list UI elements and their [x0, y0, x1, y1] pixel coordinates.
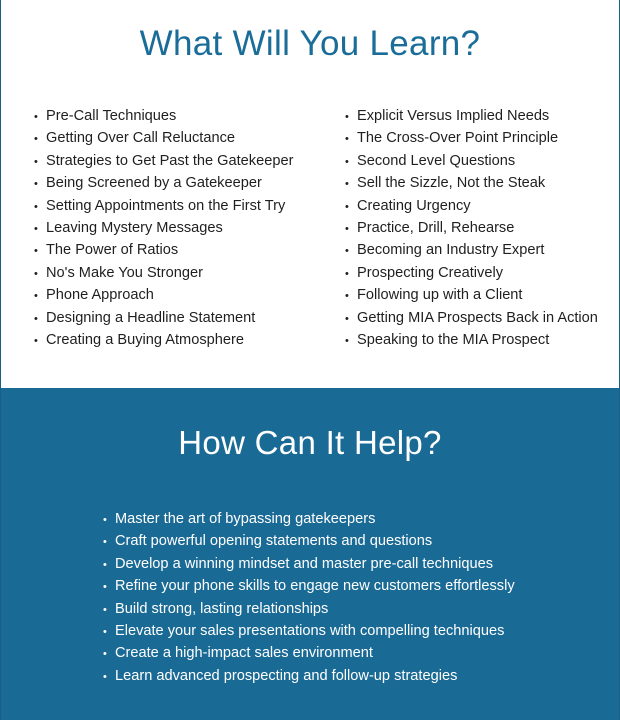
bullet-icon: •	[34, 155, 38, 168]
bullet-icon: •	[103, 514, 107, 526]
bullet-icon: •	[345, 312, 349, 325]
learn-list-right	[345, 106, 598, 352]
learn-item-label: Explicit Versus Implied Needs	[357, 108, 550, 124]
learn-item-label: Setting Appointments on the First Try	[46, 197, 286, 214]
bullet-icon: •	[345, 133, 349, 146]
help-item	[103, 531, 515, 553]
learn-item	[34, 173, 293, 195]
bullet-icon: •	[345, 111, 349, 123]
learn-item	[345, 330, 598, 352]
learn-item-label: Sell the Sizzle, Not the Steak	[357, 175, 546, 192]
bullet-icon: •	[103, 581, 107, 594]
learn-item	[34, 128, 293, 150]
bullet-icon: •	[345, 155, 349, 168]
learn-item-label: The Power of Ratios	[46, 242, 179, 259]
bullet-icon: •	[103, 626, 107, 639]
learn-item	[34, 330, 293, 352]
bullet-icon: •	[34, 312, 38, 325]
learn-item	[34, 240, 293, 262]
help-item	[103, 576, 515, 598]
bullet-icon: •	[345, 245, 349, 258]
learn-item	[34, 263, 293, 285]
bullet-icon: •	[345, 223, 349, 236]
bullet-icon: •	[103, 558, 107, 571]
learn-item	[345, 240, 598, 262]
bullet-icon: •	[103, 536, 107, 549]
learn-item-label: Second Level Questions	[357, 152, 516, 169]
learn-item-label: Creating Urgency	[357, 197, 471, 214]
learn-item-label: Following up with a Client	[357, 287, 523, 304]
learn-item	[345, 128, 598, 150]
learn-item-label: Speaking to the MIA Prospect	[357, 332, 550, 349]
learn-item	[345, 218, 598, 240]
bullet-icon: •	[34, 245, 38, 258]
bullet-icon: •	[34, 223, 38, 236]
bullet-icon: •	[34, 111, 38, 123]
learn-item-label: Being Screened by a Gatekeeper	[46, 175, 262, 192]
bullet-icon: •	[34, 200, 38, 213]
learn-item-label: Designing a Headline Statement	[46, 309, 256, 326]
bullet-icon: •	[34, 335, 38, 348]
bullet-icon: •	[34, 267, 38, 280]
learn-item	[345, 196, 598, 218]
help-item-label: Develop a winning mindset and master pre-call techniques	[115, 555, 494, 572]
help-item	[103, 509, 515, 531]
help-item	[103, 554, 515, 576]
bullet-icon: •	[345, 200, 349, 213]
learn-item	[34, 218, 293, 240]
help-item	[103, 599, 515, 621]
bullet-icon: •	[34, 178, 38, 191]
learn-item-label: Prospecting Creatively	[357, 264, 504, 281]
help-list	[103, 509, 515, 688]
learn-item-label: Becoming an Industry Expert	[357, 242, 545, 259]
help-section	[1, 388, 619, 720]
learn-item-label: The Cross-Over Point Principle	[357, 130, 559, 147]
learn-item-label: Pre-Call Techniques	[46, 108, 177, 124]
bullet-icon: •	[34, 133, 38, 146]
help-item-label: Refine your phone skills to engage new customers effortlessly	[115, 578, 515, 595]
help-item-label: Master the art of bypassing gatekeepers	[115, 511, 376, 527]
bullet-icon: •	[103, 648, 107, 661]
bullet-icon: •	[345, 290, 349, 303]
bullet-icon: •	[345, 178, 349, 191]
learn-item-label: Practice, Drill, Rehearse	[357, 220, 515, 237]
learn-item-label: Leaving Mystery Messages	[46, 220, 223, 237]
bullet-icon: •	[345, 335, 349, 348]
learn-item	[34, 106, 293, 128]
learn-title: What Will You Learn?	[139, 24, 481, 63]
learn-list-left	[34, 106, 293, 352]
help-item	[103, 621, 515, 643]
learn-item	[345, 285, 598, 307]
help-item-label: Create a high-impact sales environment	[115, 645, 373, 662]
learn-item	[34, 308, 293, 330]
bullet-icon: •	[34, 290, 38, 303]
learn-item-label: Strategies to Get Past the Gatekeeper	[46, 152, 294, 169]
bullet-icon: •	[103, 603, 107, 616]
learn-section	[1, 0, 619, 388]
learn-item	[34, 196, 293, 218]
learn-item-label: Getting Over Call Reluctance	[46, 130, 235, 147]
learn-item-label: No's Make You Stronger	[46, 264, 203, 281]
bullet-icon: •	[103, 670, 107, 683]
learn-item-label: Phone Approach	[46, 287, 154, 304]
learn-item	[34, 151, 293, 173]
learn-item	[34, 285, 293, 307]
learn-item	[345, 263, 598, 285]
help-item-label: Elevate your sales presentations with compelling techniques	[115, 623, 505, 640]
help-title: How Can It Help?	[178, 424, 442, 461]
learn-item	[345, 173, 598, 195]
learn-item	[345, 308, 598, 330]
bullet-icon: •	[345, 267, 349, 280]
help-item-label: Learn advanced prospecting and follow-up strategies	[115, 667, 458, 684]
learn-item	[345, 151, 598, 173]
help-item	[103, 666, 515, 688]
learn-item	[345, 106, 598, 128]
learn-item-label: Creating a Buying Atmosphere	[46, 332, 244, 349]
help-item	[103, 643, 515, 665]
help-item-label: Craft powerful opening statements and questions	[115, 533, 433, 550]
help-item-label: Build strong, lasting relationships	[115, 600, 329, 617]
learn-item-label: Getting MIA Prospects Back in Action	[357, 309, 598, 326]
